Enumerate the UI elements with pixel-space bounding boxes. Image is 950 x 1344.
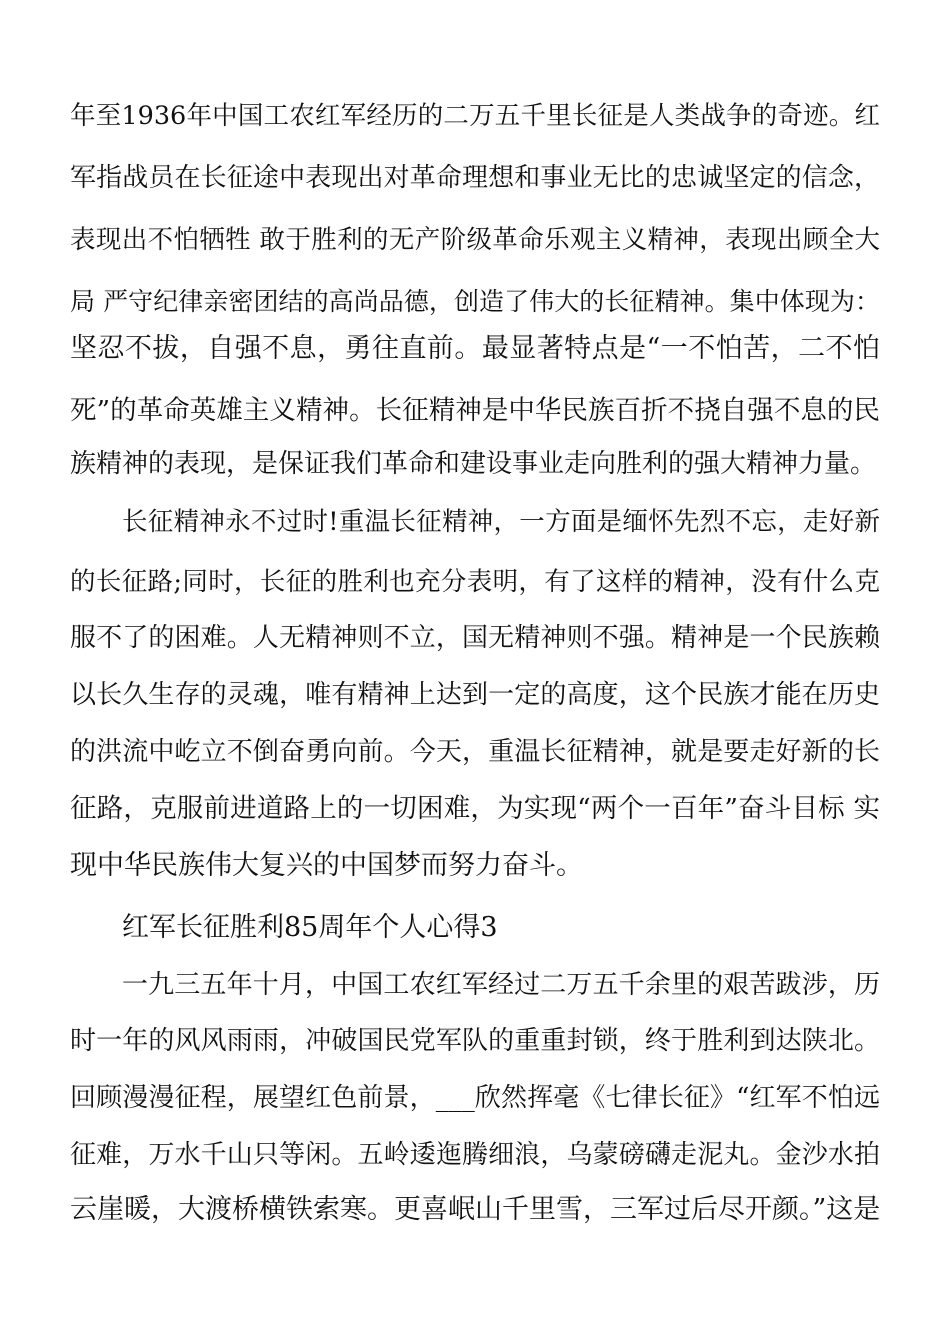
paragraph-1-line-3: 表现出不怕牺牲 敢于胜利的无产阶级革命乐观主义精神，表现出顾全大	[70, 225, 880, 255]
paragraph-1-line-4: 局 严守纪律亲密团结的高尚品德，创造了伟大的长征精神。集中体现为：	[70, 287, 880, 316]
paragraph-2-line-5: 的洪流中屹立不倒奋勇向前。今天，重温长征精神，就是要走好新的长	[70, 737, 880, 767]
paragraph-1-line-7: 族精神的表现，是保证我们革命和建设事业走向胜利的强大精神力量。	[70, 449, 877, 479]
paragraph-1-line-1: 年至1936年中国工农红军经历的二万五千里长征是人类战争的奇迹。红	[70, 101, 880, 131]
paragraph-3-line-4: 征难，万水千山只等闲。五岭逶迤腾细浪，乌蒙磅礴走泥丸。金沙水拍	[70, 1140, 880, 1170]
paragraph-3-line-1: 一九三五年十月，中国工农红军经过二万五千余里的艰苦跋涉，历	[122, 970, 880, 1000]
paragraph-1-line-6: 死”的革命英雄主义精神。长征精神是中华民族百折不挠自强不息的民	[70, 395, 880, 426]
section-heading: 红军长征胜利85周年个人心得3	[122, 912, 498, 943]
paragraph-2-line-1: 长征精神永不过时!重温长征精神，一方面是缅怀先烈不忘，走好新	[122, 507, 880, 537]
paragraph-2-line-6: 征路，克服前进道路上的一切困难，为实现“两个一百年”奋斗目标 实	[70, 793, 880, 824]
paragraph-2-line-2: 的长征路;同时，长征的胜利也充分表明，有了这样的精神，没有什么克	[70, 567, 880, 597]
paragraph-1-line-2: 军指战员在长征途中表现出对革命理想和事业无比的忠诚坚定的信念，	[70, 163, 880, 193]
paragraph-1-line-5: 坚忍不拔，自强不息，勇往直前。最显著特点是“一不怕苦，二不怕	[70, 333, 880, 364]
paragraph-3-line-2: 时一年的风风雨雨，冲破国民党军队的重重封锁，终于胜利到达陕北。	[70, 1026, 880, 1056]
paragraph-3-line-3: 回顾漫漫征程，展望红色前景，___欣然挥毫《七律长征》“红军不怕远	[70, 1083, 880, 1113]
paragraph-2-line-7: 现中华民族伟大复兴的中国梦而努力奋斗。	[70, 850, 583, 881]
paragraph-2-line-4: 以长久生存的灵魂，唯有精神上达到一定的高度，这个民族才能在历史	[70, 680, 880, 710]
paragraph-3-line-5: 云崖暖，大渡桥横铁索寒。更喜岷山千里雪，三军过后尽开颜。”这是	[70, 1194, 881, 1225]
paragraph-2-line-3: 服不了的困难。人无精神则不立，国无精神则不强。精神是一个民族赖	[70, 623, 880, 653]
